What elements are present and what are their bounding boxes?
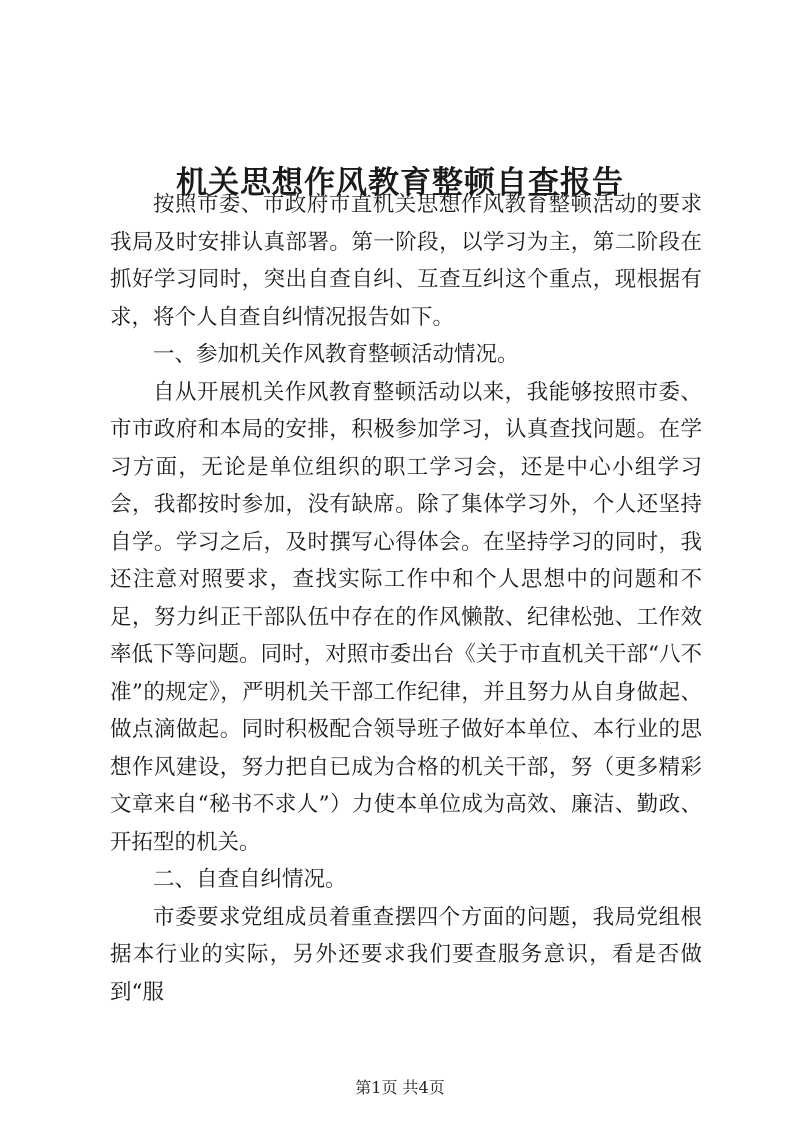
- paragraph-intro: 按照市委、市政府市直机关思想作风教育整顿活动的要求我局及时安排认真部署。第一阶段，以学习为主，第二阶段在抓好学习同时，突出自查自纠、互查互纠这个重点，现根据有求，将个人自查自纠情况报告如下。: [110, 192, 702, 330]
- document-body: [110, 186, 702, 1011]
- section-heading-1: 一、参加机关作风教育整顿活动情况。: [153, 342, 519, 367]
- paragraph-section-1: 自从开展机关作风教育整顿活动以来，我能够按照市委、市市政府和本局的安排，积极参加学习，认真查找问题。在学习方面，无论是单位组织的职工学习会，还是中心小组学习会，我都按时参加，没有缺席。除了集体学习外，个人还坚持自学。学习之后，及时撰写心得体会。在坚持学习的同时，我还注意对照要求，查找实际工作中和个人思想中的问题和不足，努力纠正干部队伍中存在的作风懒散、纪律松弛、工作效率低下等问题。同时，对照市委出台《关于市直机关干部“八不准”的规定》，严明机关干部工作纪律，并且努力从自身做起、做点滴做起。同时积极配合领导班子做好本单位、本行业的思想作风建设，努力把自已成为合格的机关干部，努（更多精彩文章来自“秘书不求人”）力使本单位成为高效、廉洁、勤政、开拓型的机关。: [110, 379, 702, 855]
- paragraph-section-2: 市委要求党组成员着重查摆四个方面的问题，我局党组根据本行业的实际，另外还要求我们要查服务意识，看是否做到“服: [110, 904, 702, 1005]
- document-title: 机关思想作风教育整顿自查报告: [176, 164, 624, 201]
- section-heading-2: 二、自查自纠情况。: [153, 867, 347, 892]
- page-number-footer: 第1页 共4页: [355, 1078, 445, 1097]
